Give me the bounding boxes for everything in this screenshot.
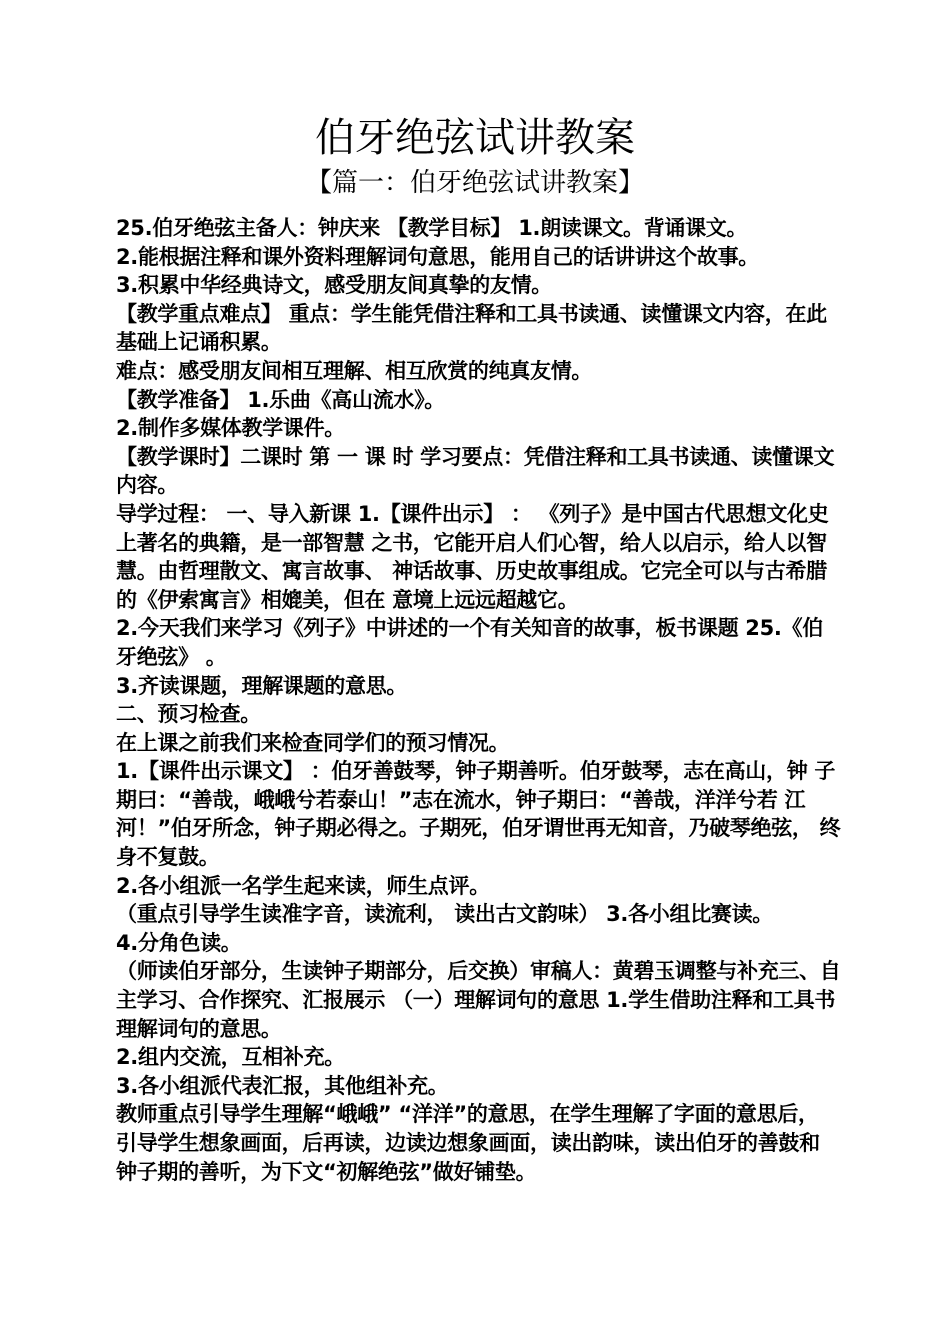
paragraph: 25.伯牙绝弦主备人：钟庆来 【教学目标】 1.朗读课文。背诵课文。: [116, 216, 748, 240]
paragraph: 【教学课时】二课时 第 一 课 时 学习要点：凭借注释和工具书读通、读懂课文内容。: [116, 444, 835, 498]
document-body: [116, 214, 841, 1186]
document-title: 伯牙绝弦试讲教案: [315, 115, 635, 161]
paragraph: 导学过程： 一、导入新课 1.【课件出示】 ： 《列子》是中国古代思想文化史上著名的典籍，是一部智慧 之书，它能开启人们心智，给人以启示，给人以智慧。由哲理散文、寓言故事、 神话故事、历史故事组成。它完全可以与古希腊的《伊索寓言》相媲美，但在 意境上远远超越它。: [116, 501, 829, 612]
paragraph: （重点引导学生读准字音，读流利， 读出古文韵味） 3.各小组比赛读。: [116, 902, 774, 927]
paragraph: 2.制作多媒体教学课件。: [116, 416, 345, 441]
paragraph: 难点：感受朋友间相互理解、相互欣赏的纯真友情。: [116, 358, 593, 383]
paragraph: 3.积累中华经典诗文，感受朋友间真挚的友情。: [116, 273, 552, 298]
paragraph: 教师重点引导学生理解“峨峨” “洋洋”的意思，在学生理解了字面的意思后， 引导学生想象画面，后再读，边读边想象画面，读出韵味，读出伯牙的善鼓和 钟子期的善听，为下文“初解绝弦”做好铺垫。: [116, 1102, 820, 1184]
paragraph: 4.分角色读。: [116, 930, 242, 955]
paragraph: 2.今天我们来学习《列子》中讲述的一个有关知音的故事，板书课题 25.《伯 牙绝弦》 。: [116, 616, 823, 669]
paragraph: 2.能根据注释和课外资料理解词句意思，能用自己的话讲讲这个故事。: [116, 244, 759, 269]
paragraph: 3.各小组派代表汇报，其他组补充。: [116, 1073, 449, 1098]
paragraph: 【教学重点难点】 重点：学生能凭借注释和工具书读通、读懂课文内容，在此基础上记诵积累。: [116, 301, 827, 355]
paragraph: 3.齐读课题，理解课题的意思。: [116, 673, 408, 698]
paragraph: 在上课之前我们来检查同学们的预习情况。: [116, 730, 510, 755]
paragraph: 【教学准备】 1.乐曲《高山流水》。: [116, 387, 445, 412]
paragraph: 二、预习检查。: [116, 702, 261, 727]
document-subtitle: 【篇一：伯牙绝弦试讲教案】: [305, 168, 644, 198]
paragraph: 2.组内交流，互相补充。: [116, 1045, 345, 1070]
paragraph: （师读伯牙部分，生读钟子期部分，后交换）审稿人：黄碧玉调整与补充三、自主学习、合作探究、汇报展示 （一）理解词句的意思 1.学生借助注释和工具书理解词句的意思。: [116, 959, 841, 1041]
paragraph: 1.【课件出示课文】 ：伯牙善鼓琴，钟子期善听。伯牙鼓琴，志在高山，钟 子期曰：“善哉，峨峨兮若泰山！”志在流水，钟子期曰：“善哉，洋洋兮若 江河！”伯牙所念，钟子期必得之。子期死，伯牙谓世再无知音，乃破琴绝弦， 终身不复鼓。: [116, 759, 841, 870]
paragraph: 2.各小组派一名学生起来读，师生点评。: [116, 873, 490, 898]
